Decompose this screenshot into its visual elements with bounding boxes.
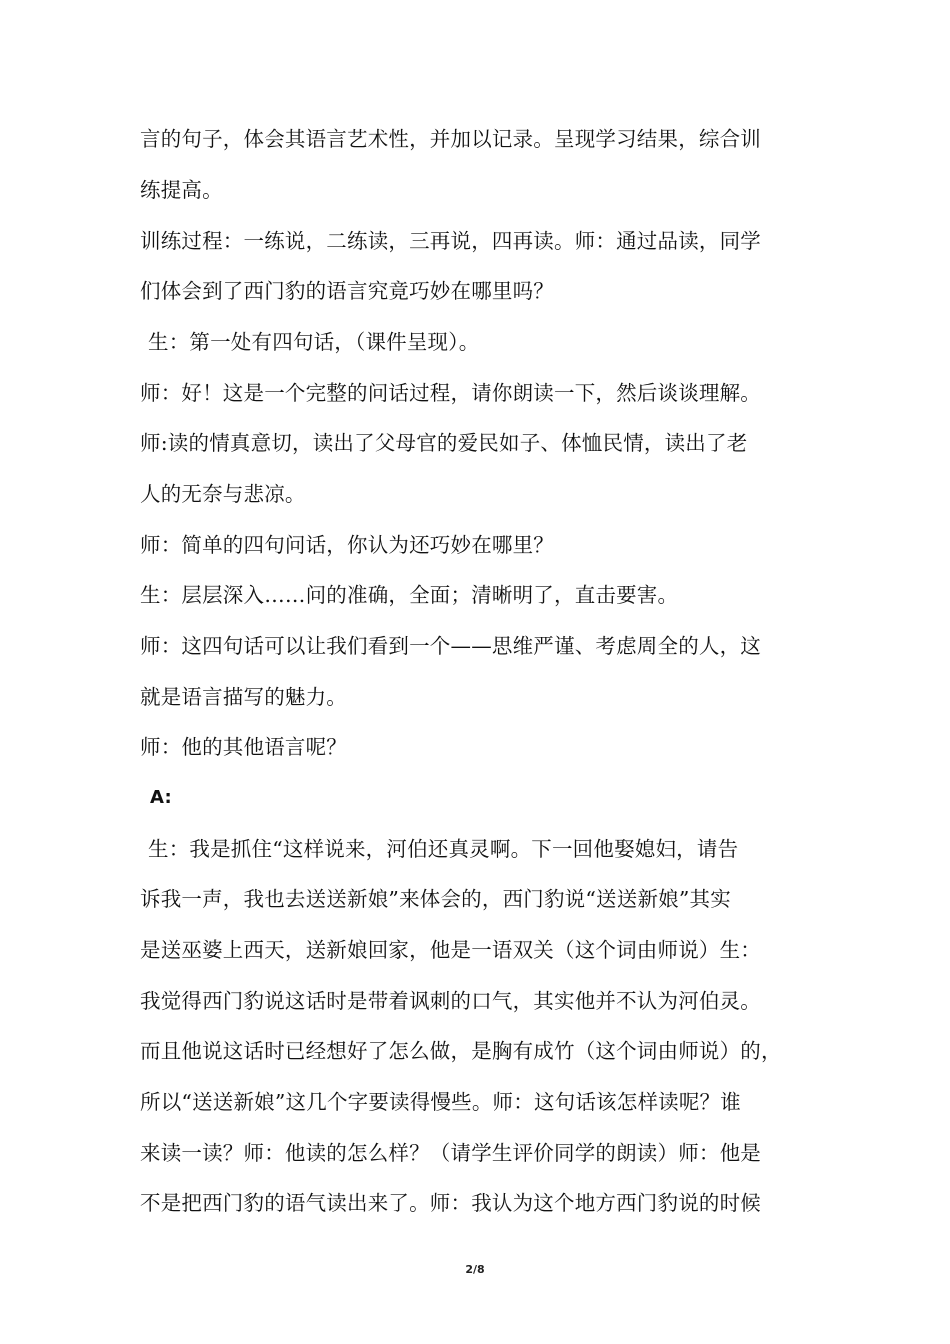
text-line: 生：层层深入……问的准确，全面；清晰明了，直击要害。: [140, 583, 679, 607]
text-line: 所以“送送新娘”这几个字要读得慢些。师：这句话该怎样读呢？谁: [140, 1090, 741, 1114]
text-line: 言的句子，体会其语言艺术性，并加以记录。呈现学习结果，综合训: [140, 127, 761, 151]
text-line: 就是语言描写的魅力。: [140, 685, 347, 709]
text-line: 生：第一处有四句话，（课件呈现）。: [148, 330, 480, 354]
text-line: 来读一读？师：他读的怎么样？（请学生评价同学的朗读）师：他是: [140, 1141, 761, 1165]
text-line: 师：简单的四句问话，你认为还巧妙在哪里？: [140, 533, 554, 557]
text-line: 师:读的情真意切，读出了父母官的爱民如子、体恤民情，读出了老: [140, 431, 748, 455]
text-line: 人的无奈与悲凉。: [140, 482, 306, 506]
text-line: 不是把西门豹的语气读出来了。师：我认为这个地方西门豹说的时候: [140, 1191, 761, 1215]
text-line: 是送巫婆上西天，送新娘回家，他是一语双关（这个词由师说）生：: [140, 938, 761, 962]
text-line: 师：这四句话可以让我们看到一个——思维严谨、考虑周全的人，这: [140, 634, 761, 658]
text-line: 们体会到了西门豹的语言究竟巧妙在哪里吗？: [140, 279, 554, 303]
text-line: 诉我一声，我也去送送新娘”来体会的，西门豹说“送送新娘”其实: [140, 887, 731, 911]
text-line: 练提高。: [140, 178, 223, 202]
text-line: 我觉得西门豹说这话时是带着讽刺的口气，其实他并不认为河伯灵。: [140, 989, 761, 1013]
section-label: A:: [150, 787, 172, 808]
text-line: 生：我是抓住“这样说来，河伯还真灵啊。下一回他娶媳妇，请告: [148, 837, 739, 861]
text-line: 而且他说这话时已经想好了怎么做，是胸有成竹（这个词由师说）的，: [140, 1039, 782, 1063]
text-line: 训练过程：一练说，二练读，三再说，四再读。师：通过品读，同学: [140, 229, 761, 253]
text-line: 师：他的其他语言呢？: [140, 735, 347, 759]
text-line: 师：好！这是一个完整的问话过程，请你朗读一下，然后谈谈理解。: [140, 381, 761, 405]
page-number: 2/8: [465, 1263, 485, 1276]
